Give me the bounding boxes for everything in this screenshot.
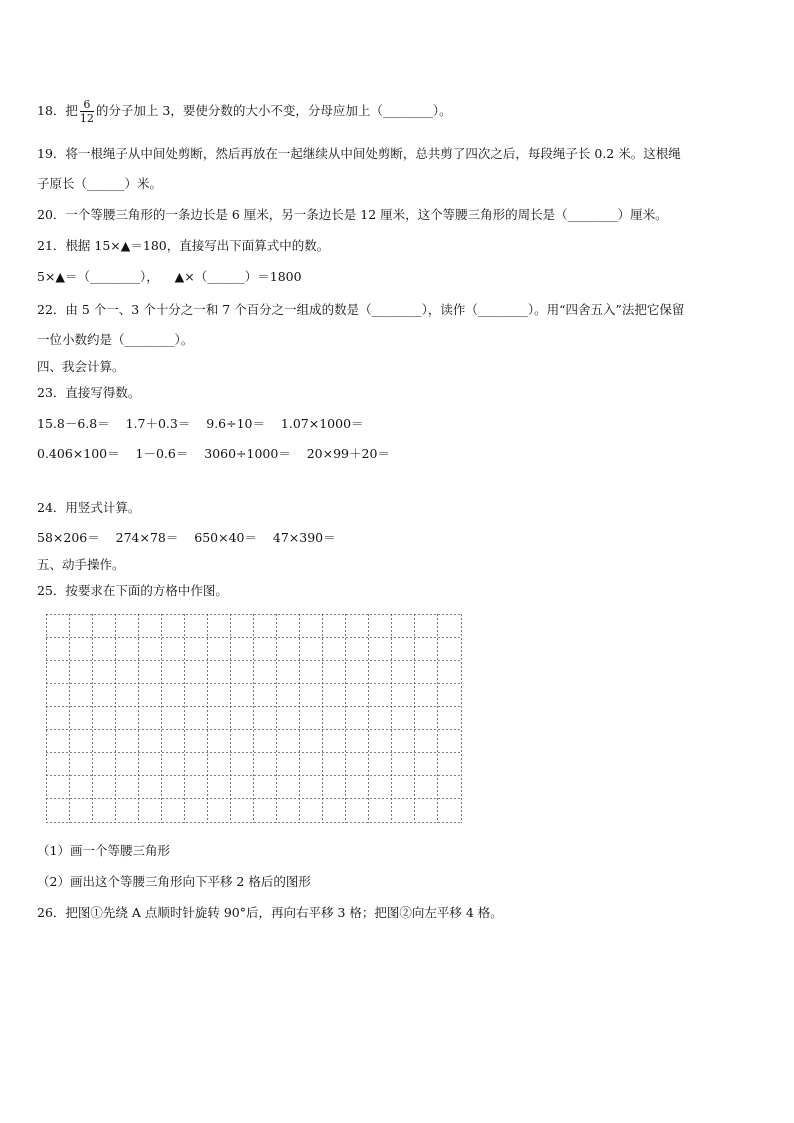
q18-suffix: 的分子加上 3，要使分数的大小不变，分母应加上（________）。 [95, 103, 452, 118]
q18-prefix: 18．把 [37, 103, 78, 118]
question-23-row1: 15.8－6.8＝ 1.7＋0.3＝ 9.6÷10＝ 1.07×1000＝ [37, 416, 364, 431]
question-20: 20．一个等腰三角形的一条边长是 6 厘米，另一条边长是 12 厘米，这个等腰三角形的周长是（________）厘米。 [37, 207, 668, 222]
question-23-title: 23．直接写得数。 [37, 385, 141, 400]
question-25-sub1: （1）画一个等腰三角形 [37, 843, 170, 858]
q18-denominator: 12 [79, 112, 94, 125]
question-25-title: 25．按要求在下面的方格中作图。 [37, 583, 228, 598]
question-26: 26．把图①先绕 A 点顺时针旋转 90°后，再向右平移 3 格；把图②向左平移 4 格。 [37, 905, 503, 920]
q18-numerator: 6 [80, 98, 94, 112]
q18-fraction [80, 98, 94, 125]
question-21-sub: 5×▲＝（________）， ▲×（______）＝1800 [37, 269, 302, 284]
question-24-row: 58×206＝ 274×78＝ 650×40＝ 47×390＝ [37, 530, 336, 545]
question-23-row2: 0.406×100＝ 1－0.6＝ 3060÷1000＝ 20×99＋20＝ [37, 446, 390, 461]
section-5-heading: 五、动手操作。 [37, 557, 125, 572]
dotted-square-grid [46, 614, 462, 823]
question-22-line1: 22．由 5 个一、3 个十分之一和 7 个百分之一组成的数是（________），读作（________）。用“四舍五入”法把它保留 [37, 302, 685, 317]
question-21: 21．根据 15×▲＝180，直接写出下面算式中的数。 [37, 238, 330, 253]
question-22-line2: 一位小数约是（________）。 [37, 332, 194, 347]
question-25-sub2: （2）画出这个等腰三角形向下平移 2 格后的图形 [37, 874, 311, 889]
question-19-line2: 子原长（______）米。 [37, 176, 163, 191]
section-4-heading: 四、我会计算。 [37, 359, 125, 374]
question-19-line1: 19．将一根绳子从中间处剪断，然后再放在一起继续从中间处剪断，总共剪了四次之后，每段绳子长 0.2 米。这根绳 [37, 146, 681, 161]
question-24-title: 24．用竖式计算。 [37, 500, 141, 515]
question-18 [37, 98, 452, 125]
